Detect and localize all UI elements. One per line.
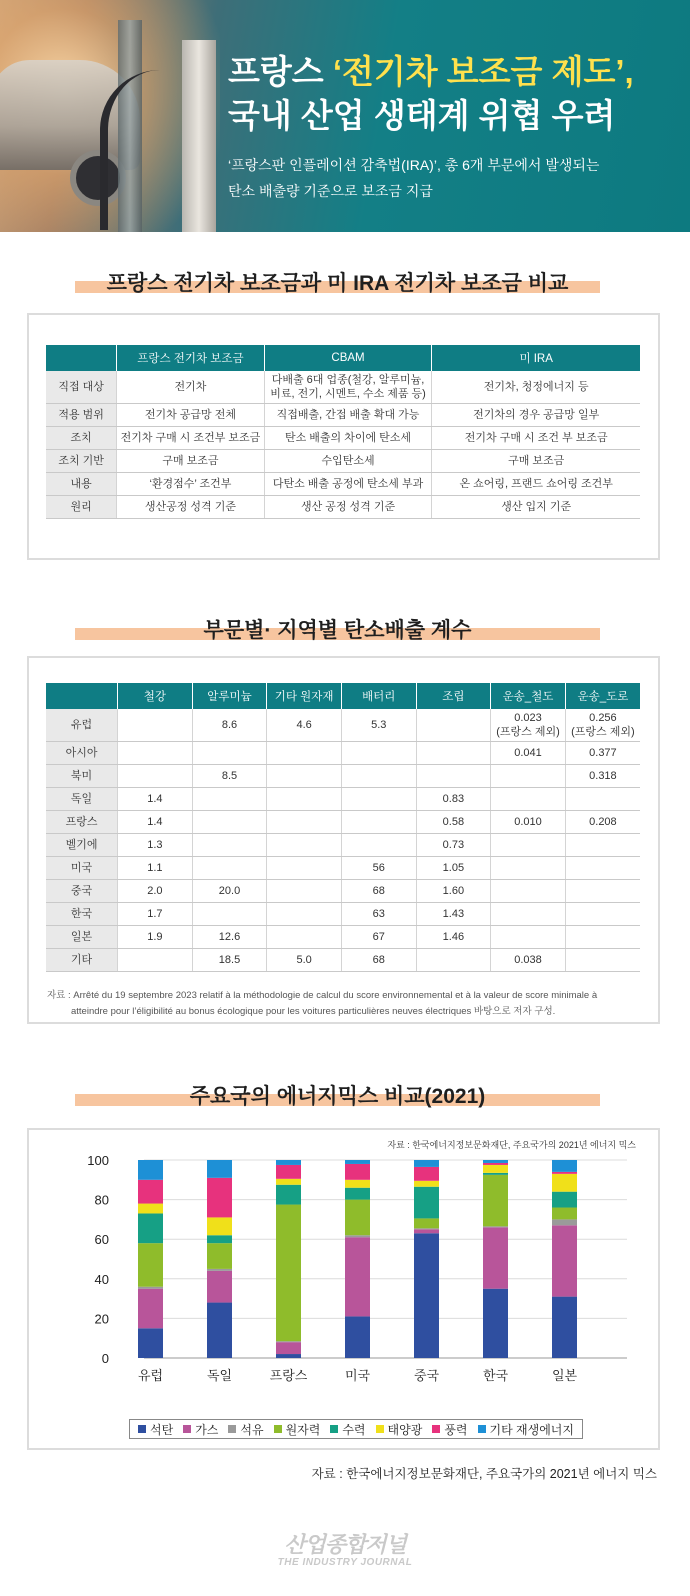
table-cell: 12.6	[192, 925, 267, 948]
table-cell: 전기차	[117, 371, 264, 403]
table-cell: 구매 보조금	[117, 449, 264, 472]
table-row	[46, 787, 640, 810]
table-cell: 0.73	[416, 833, 491, 856]
page-subtitle	[228, 152, 599, 204]
table-cell	[192, 787, 267, 810]
column-header: 기타 원자재	[267, 683, 342, 709]
chart-source: 자료 : 한국에너지정보문화재단, 주요국가의 2021년 에너지 믹스	[387, 1140, 636, 1150]
table-cell	[491, 833, 566, 856]
energy-mix-panel	[27, 1128, 660, 1450]
title-prefix: 프랑스	[228, 53, 333, 90]
x-tick-label: 한국	[482, 1368, 509, 1383]
legend-item	[330, 1421, 365, 1438]
table-cell	[341, 764, 416, 787]
column-header	[46, 345, 117, 371]
table-cell: 0.208	[565, 810, 640, 833]
legend-item	[432, 1421, 467, 1438]
title-line2: 국내 산업 생태계 위협 우려	[228, 97, 616, 134]
legend-swatch	[228, 1425, 236, 1433]
bar-segment	[276, 1179, 301, 1185]
bar-segment	[483, 1226, 508, 1227]
row-header: 미국	[46, 856, 118, 879]
bar-segment	[207, 1178, 232, 1218]
legend-label: 기타 재생에너지	[489, 1422, 574, 1437]
column-header	[46, 683, 118, 709]
legend-item	[183, 1421, 218, 1438]
legend-swatch	[432, 1425, 440, 1433]
table-cell: 전기차, 청정에너지 등	[432, 371, 640, 403]
bar-segment	[483, 1289, 508, 1358]
table-cell	[118, 764, 193, 787]
table-cell	[491, 879, 566, 902]
subtitle-line1: ‘프랑스판 인플레이션 감축법(IRA)’, 총 6개 부문에서 발생되는	[228, 157, 600, 173]
bar-segment	[138, 1160, 163, 1180]
table-row	[46, 925, 640, 948]
table-cell: 1.4	[118, 810, 193, 833]
table-cell	[491, 902, 566, 925]
table-cell: 탄소 배출의 차이에 탄소세	[264, 426, 432, 449]
bar-segment	[138, 1328, 163, 1358]
legend-label: 석유	[240, 1422, 264, 1437]
table-cell: 생산 공정 성격 기준	[264, 495, 432, 518]
column-header: 미 IRA	[432, 345, 640, 371]
table-cell: 전기차 공급망 전체	[117, 403, 264, 426]
bar-segment	[207, 1269, 232, 1271]
row-header: 아시아	[46, 741, 118, 764]
table-cell	[267, 787, 342, 810]
bar-segment	[207, 1243, 232, 1269]
table-cell	[565, 948, 640, 971]
table-cell	[565, 879, 640, 902]
table-cell	[192, 741, 267, 764]
table-cell: 5.0	[267, 948, 342, 971]
bar-segment	[345, 1188, 370, 1200]
table-cell: 0.83	[416, 787, 491, 810]
table-cell: 63	[341, 902, 416, 925]
table-cell: 0.038	[491, 948, 566, 971]
table-cell	[192, 833, 267, 856]
bar-segment	[138, 1180, 163, 1204]
table-cell: 4.6	[267, 709, 342, 741]
table-row	[46, 709, 640, 741]
table-cell: 온 쇼어링, 프랜드 쇼어링 조건부	[432, 472, 640, 495]
row-header: 한국	[46, 902, 118, 925]
table-row	[46, 810, 640, 833]
footer-source: 자료 : 한국에너지정보문화재단, 주요국가의 2021년 에너지 믹스	[311, 1467, 657, 1481]
table-row	[46, 833, 640, 856]
table-cell: 67	[341, 925, 416, 948]
table-cell: 56	[341, 856, 416, 879]
bar-segment	[552, 1208, 577, 1220]
table-cell: 68	[341, 948, 416, 971]
bar-segment	[552, 1172, 577, 1174]
table-cell: 0.377	[565, 741, 640, 764]
table-cell	[118, 741, 193, 764]
column-header: 운송_도로	[565, 683, 640, 709]
logo-korean: 산업종합저널	[284, 1532, 406, 1557]
bar-segment	[483, 1227, 508, 1288]
y-tick-label: 20	[94, 1311, 109, 1327]
table-cell: 20.0	[192, 879, 267, 902]
legend-label: 수력	[342, 1422, 366, 1437]
table-row	[46, 472, 640, 495]
bar-segment	[483, 1175, 508, 1226]
table-cell: 0.041	[491, 741, 566, 764]
table-row	[46, 856, 640, 879]
legend-swatch	[183, 1425, 191, 1433]
table-cell	[565, 902, 640, 925]
table-cell	[267, 764, 342, 787]
table-cell: 전기차의 경우 공급망 일부	[432, 403, 640, 426]
table-cell	[267, 925, 342, 948]
table-cell: 1.4	[118, 787, 193, 810]
legend-swatch	[138, 1425, 146, 1433]
table-cell: 8.5	[192, 764, 267, 787]
emission-panel	[27, 656, 660, 1024]
table-cell	[416, 741, 491, 764]
bar-segment	[552, 1225, 577, 1296]
table-cell: 1.60	[416, 879, 491, 902]
bar-segment	[138, 1289, 163, 1329]
bar-segment	[552, 1219, 577, 1225]
table-row	[46, 879, 640, 902]
row-header: 프랑스	[46, 810, 118, 833]
bar-segment	[483, 1165, 508, 1173]
table-cell	[416, 709, 491, 741]
bar-segment	[345, 1180, 370, 1188]
column-header: 조립	[416, 683, 491, 709]
row-header: 내용	[46, 472, 117, 495]
table-cell: 0.256 (프랑스 제외)	[565, 709, 640, 741]
table-cell: 구매 보조금	[432, 449, 640, 472]
bar-segment	[138, 1287, 163, 1289]
section1-title	[75, 267, 600, 293]
x-tick-label: 일본	[551, 1368, 578, 1383]
bar-segment	[276, 1354, 301, 1358]
bar-segment	[138, 1213, 163, 1243]
row-header: 중국	[46, 879, 118, 902]
table-cell	[192, 856, 267, 879]
y-tick-label: 80	[94, 1192, 109, 1208]
table-cell: 생산 입지 기준	[432, 495, 640, 518]
bar-segment	[207, 1217, 232, 1235]
column-header: CBAM	[264, 345, 432, 371]
bar-segment	[483, 1163, 508, 1165]
publisher-logo	[0, 1528, 690, 1568]
table-row	[46, 495, 640, 518]
table-cell	[118, 948, 193, 971]
table-cell	[491, 925, 566, 948]
subtitle-line2: 탄소 배출량 기준으로 보조금 지급	[228, 183, 433, 199]
legend-label: 석탄	[150, 1422, 174, 1437]
table-cell	[491, 787, 566, 810]
bar-segment	[276, 1342, 301, 1354]
table-cell	[267, 741, 342, 764]
bar-segment	[483, 1160, 508, 1163]
table-cell: 1.46	[416, 925, 491, 948]
legend-swatch	[376, 1425, 384, 1433]
table-cell	[118, 709, 193, 741]
table-cell: 1.9	[118, 925, 193, 948]
bar-segment	[414, 1218, 439, 1228]
table-cell: 68	[341, 879, 416, 902]
table-cell	[192, 810, 267, 833]
table-cell: 다배출 6대 업종(철강, 알루미늄, 비료, 전기, 시멘트, 수소 제품 등)	[264, 371, 432, 403]
column-header: 철강	[118, 683, 193, 709]
table-cell	[267, 833, 342, 856]
y-tick-label: 100	[87, 1153, 109, 1168]
table-cell	[565, 787, 640, 810]
legend-item	[274, 1421, 321, 1438]
table-cell	[341, 787, 416, 810]
row-header: 일본	[46, 925, 118, 948]
bar-segment	[345, 1235, 370, 1237]
column-header: 배터리	[341, 683, 416, 709]
table-row	[46, 764, 640, 787]
table-cell	[416, 764, 491, 787]
column-header: 프랑스 전기차 보조금	[117, 345, 264, 371]
row-header: 적용 범위	[46, 403, 117, 426]
page-title	[228, 50, 634, 138]
bar-segment	[207, 1235, 232, 1243]
bar-segment	[552, 1160, 577, 1172]
energy-mix-chart	[29, 1130, 658, 1415]
legend-label: 풍력	[444, 1422, 468, 1437]
x-tick-label: 유럽	[137, 1368, 164, 1383]
row-header: 유럽	[46, 709, 118, 741]
y-tick-label: 60	[94, 1232, 109, 1248]
table-row	[46, 741, 640, 764]
bar-segment	[414, 1181, 439, 1187]
note-line1: 자료 : Arrêté du 19 septembre 2023 relatif à la méthodologie de calcul du score environnemental et à la valeur de score minimale à	[47, 990, 598, 1001]
table-cell	[565, 856, 640, 879]
bar-segment	[345, 1237, 370, 1316]
table-cell: 0.318	[565, 764, 640, 787]
bar-segment	[552, 1192, 577, 1208]
bar-segment	[345, 1160, 370, 1164]
legend-label: 태양광	[387, 1422, 423, 1437]
bar-segment	[552, 1297, 577, 1358]
row-header: 독일	[46, 787, 118, 810]
legend-label: 원자력	[285, 1422, 321, 1437]
table-cell: 5.3	[341, 709, 416, 741]
charging-post	[182, 40, 216, 232]
bar-segment	[276, 1341, 301, 1342]
x-tick-label: 미국	[344, 1368, 371, 1383]
bar-segment	[552, 1174, 577, 1192]
legend-item	[376, 1421, 423, 1438]
comparison-table	[46, 345, 640, 519]
row-header: 벨기에	[46, 833, 118, 856]
section3-title	[75, 1080, 600, 1106]
bar-segment	[276, 1205, 301, 1342]
table-cell: 1.05	[416, 856, 491, 879]
x-tick-label: 독일	[206, 1368, 233, 1383]
table-cell	[565, 833, 640, 856]
bar-segment	[414, 1160, 439, 1167]
bar-segment	[414, 1187, 439, 1219]
table-cell: 1.7	[118, 902, 193, 925]
bar-segment	[414, 1228, 439, 1229]
table-cell	[267, 856, 342, 879]
table-source-note	[47, 988, 647, 1020]
x-tick-label: 중국	[413, 1368, 440, 1383]
emission-table	[46, 683, 640, 972]
bar-segment	[414, 1229, 439, 1233]
row-header: 북미	[46, 764, 118, 787]
section2-title-text: 부문별· 지역별 탄소배출 계수	[203, 619, 472, 642]
table-row	[46, 902, 640, 925]
table-cell: 전기차 구매 시 조건 부 보조금	[432, 426, 640, 449]
title-highlight: ‘전기차 보조금 제도’,	[332, 53, 634, 90]
bar-segment	[276, 1185, 301, 1205]
table-row	[46, 371, 640, 403]
bar-segment	[138, 1204, 163, 1214]
bar-segment	[207, 1160, 232, 1178]
bar-segment	[414, 1167, 439, 1181]
table-cell	[267, 902, 342, 925]
table-cell	[565, 925, 640, 948]
legend-swatch	[330, 1425, 338, 1433]
table-cell	[341, 810, 416, 833]
chart-legend	[129, 1419, 583, 1439]
table-cell: 0.58	[416, 810, 491, 833]
table-cell	[491, 764, 566, 787]
legend-item	[228, 1421, 263, 1438]
row-header: 조치	[46, 426, 117, 449]
row-header: 원리	[46, 495, 117, 518]
legend-item	[478, 1421, 574, 1438]
table-cell	[341, 741, 416, 764]
bar-segment	[345, 1164, 370, 1180]
table-row	[46, 403, 640, 426]
table-cell: 생산공정 성격 기준	[117, 495, 264, 518]
row-header: 기타	[46, 948, 118, 971]
y-tick-label: 0	[101, 1351, 109, 1366]
note-line2: atteindre pour l’éligibilité au bonus écologique pour les voitures particulières neuves électriques 바탕으로 저자 구성.	[71, 1006, 556, 1017]
table-cell	[192, 902, 267, 925]
table-cell: 2.0	[118, 879, 193, 902]
section2-title	[75, 614, 600, 640]
x-tick-label: 프랑스	[269, 1368, 308, 1383]
table-cell: ‘환경점수’ 조건부	[117, 472, 264, 495]
table-cell	[416, 948, 491, 971]
logo-english: THE INDUSTRY JOURNAL	[277, 1557, 413, 1568]
table-cell: 1.1	[118, 856, 193, 879]
table-cell: 8.6	[192, 709, 267, 741]
table-cell	[341, 833, 416, 856]
legend-swatch	[478, 1425, 486, 1433]
bar-segment	[276, 1165, 301, 1179]
section3-title-text: 주요국의 에너지믹스 비교(2021)	[189, 1085, 486, 1108]
comparison-panel	[27, 313, 660, 560]
row-header: 직접 대상	[46, 371, 117, 403]
table-row	[46, 948, 640, 971]
bar-segment	[207, 1303, 232, 1358]
legend-swatch	[274, 1425, 282, 1433]
bar-segment	[345, 1316, 370, 1358]
bar-segment	[414, 1233, 439, 1358]
table-cell: 18.5	[192, 948, 267, 971]
table-cell	[267, 879, 342, 902]
bar-segment	[483, 1173, 508, 1175]
table-row	[46, 449, 640, 472]
table-cell	[267, 810, 342, 833]
table-cell: 수입탄소세	[264, 449, 432, 472]
bar-segment	[276, 1160, 301, 1165]
table-cell: 0.023 (프랑스 제외)	[491, 709, 566, 741]
table-cell: 1.43	[416, 902, 491, 925]
table-row	[46, 426, 640, 449]
table-cell: 전기차 구매 시 조건부 보조금	[117, 426, 264, 449]
table-cell	[491, 856, 566, 879]
y-tick-label: 40	[94, 1271, 109, 1287]
header-banner	[0, 0, 690, 232]
bar-segment	[345, 1200, 370, 1236]
column-header: 운송_철도	[491, 683, 566, 709]
legend-item	[138, 1421, 173, 1438]
column-header: 알루미늄	[192, 683, 267, 709]
section1-title-text: 프랑스 전기차 보조금과 미 IRA 전기차 보조금 비교	[106, 272, 569, 295]
table-cell: 직접배출, 간접 배출 확대 가능	[264, 403, 432, 426]
legend-label: 가스	[195, 1422, 219, 1437]
bar-segment	[138, 1243, 163, 1287]
bar-segment	[207, 1271, 232, 1303]
row-header: 조치 기반	[46, 449, 117, 472]
table-cell: 0.010	[491, 810, 566, 833]
table-cell: 1.3	[118, 833, 193, 856]
table-cell: 다탄소 배출 공정에 탄소세 부과	[264, 472, 432, 495]
